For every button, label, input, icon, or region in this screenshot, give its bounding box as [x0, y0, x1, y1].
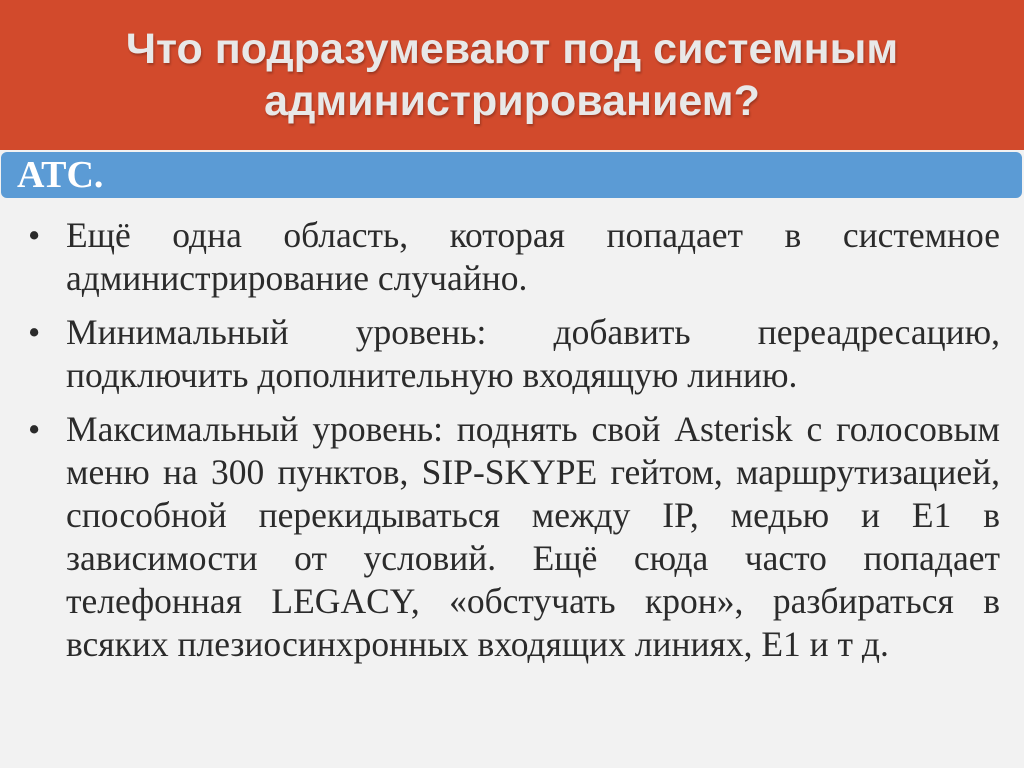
- bullet-text: Ещё одна область, которая попадает в системное администрирование случайно.: [66, 215, 1000, 298]
- bullet-marker: •: [28, 216, 41, 255]
- slide-title: Что подразумевают под системным администрированием?: [125, 25, 899, 125]
- section-header-bar: [1, 152, 1022, 198]
- title-bar: [0, 0, 1024, 150]
- bullet-item: [26, 311, 1000, 397]
- section-header-label: АТС.: [17, 154, 104, 196]
- bullet-item: [26, 214, 1000, 300]
- bullet-item: [26, 408, 1000, 666]
- bullet-list: [26, 214, 1000, 677]
- bullet-text: Минимальный уровень: добавить переадресацию, подключить дополнительную входящую линию.: [66, 312, 1000, 395]
- bullet-text: Максимальный уровень: поднять свой Asterisk с голосовым меню на 300 пунктов, SIP-SKYPE гейтом, маршрутизацией, способной перекидываться между IP, медью и Е1 в зависимости от условий. Ещё сюда часто попадает телефонная LEGACY, «обстучать крон», разбираться в всяких плезиосинхронных входящих линиях, Е1 и т д.: [66, 409, 1000, 664]
- bullet-marker: •: [28, 410, 41, 449]
- bullet-marker: •: [28, 313, 41, 352]
